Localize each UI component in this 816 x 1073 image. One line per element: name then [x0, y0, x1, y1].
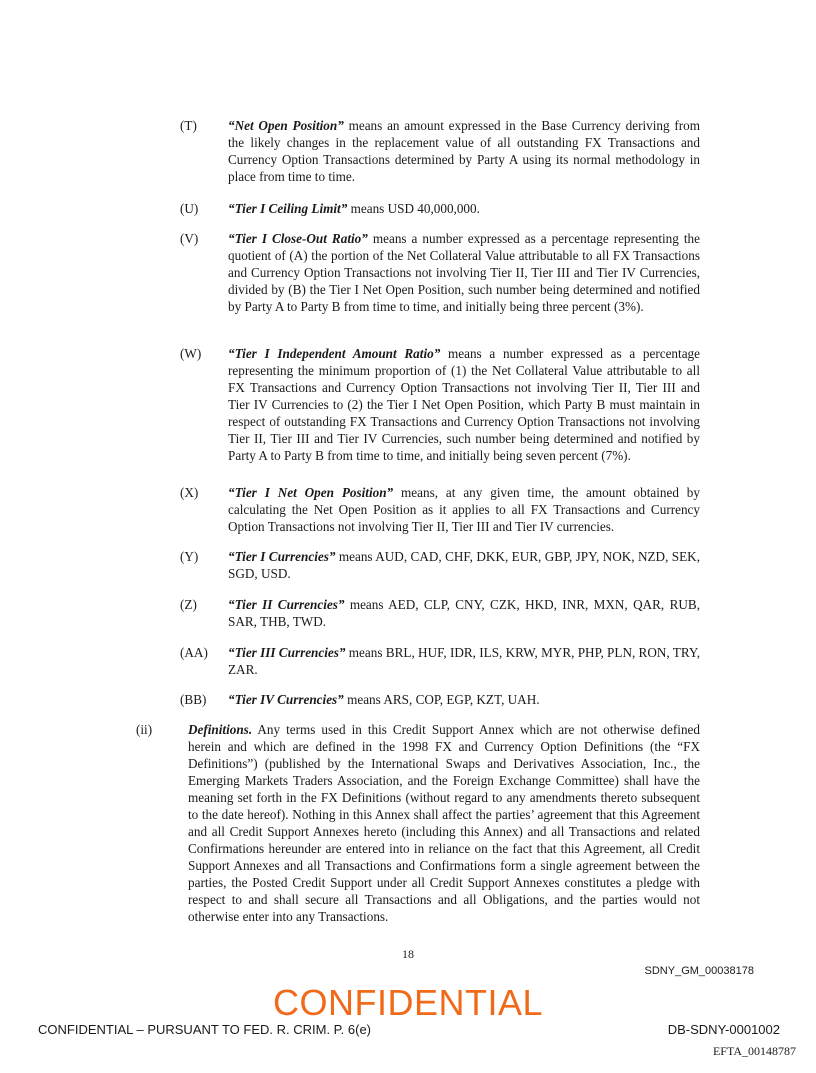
defined-term: “Tier I Independent Amount Ratio” [228, 346, 441, 361]
section-label: (ii) [136, 722, 153, 737]
section-text: Any terms used in this Credit Support Annex which are not otherwise defined herein and which are defined in the 1998 FX and Currency Option Definitions (the “FX Definitions”) (published by the International Swaps and Derivatives Association, Inc., the Emerging Markets Traders Association, and the Foreign Exchange Committee) shall have the meaning set forth in the FX Definitions (without regard to any amendments thereto subsequent to the date hereof). Nothing in this Annex shall affect the parties’ agreement that this Agreement and all Credit Support Annexes hereto (including this Annex) and all Transactions and related Confirmations hereunder are entered into in reliance on the fact that this Agreement, all Credit Support Annexes and all Transactions and Confirmations form a single agreement between the parties, the Posted Credit Support under all Credit Support Annexes constitutes a pledge with respect to and shall secure all Transactions and all Obligations, and the parties would not otherwise enter into any Transactions. [188, 722, 700, 924]
definition-text: means BRL, HUF, IDR, ILS, KRW, MYR, PHP, PLN, RON, TRY, ZAR. [228, 645, 701, 677]
confidential-watermark: CONFIDENTIAL [272, 982, 544, 1023]
defined-term: “Tier III Currencies” [228, 645, 346, 660]
footer-confidentiality-notice: CONFIDENTIAL – PURSUANT TO FED. R. CRIM. P. 6(e) [38, 1022, 372, 1037]
bates-number-db: DB-SDNY-0001002 [667, 1022, 780, 1037]
item-label: (AA) [180, 645, 208, 660]
definition-item-u [180, 200, 700, 217]
defined-term: “Tier I Net Open Position” [228, 485, 394, 500]
definition-item-x [180, 484, 700, 535]
definition-text: means a number expressed as a percentage representing the minimum proportion of (1) the Net Collateral Value attributable to all FX Transactions and Currency Option Transactions not involving Tier II, Tier III and Tier IV Currencies to (2) the Tier I Net Open Position, which Party B must maintain in respect of outstanding FX Transactions and Currency Option Transactions not involving Tier II, Tier III and Tier IV Currencies, such number being determined and notified by Party A to Party B from time to time, and initially being seven percent (7%). [228, 346, 700, 463]
section-definitions [136, 721, 700, 925]
item-label: (BB) [180, 692, 207, 707]
defined-term: “Tier I Currencies” [228, 549, 336, 564]
item-label: (Y) [180, 549, 199, 564]
definition-item-v [180, 230, 700, 315]
definition-text: means USD 40,000,000. [347, 201, 480, 216]
defined-term: “Tier I Ceiling Limit” [228, 201, 348, 216]
definition-item-bb [180, 691, 700, 708]
definition-item-y [180, 548, 700, 582]
definition-item-w [180, 345, 700, 464]
definition-text: means AED, CLP, CNY, CZK, HKD, INR, MXN, QAR, RUB, SAR, THB, TWD. [228, 597, 700, 629]
item-label: (W) [180, 346, 202, 361]
item-label: (T) [180, 118, 197, 133]
section-heading: Definitions. [188, 722, 253, 737]
item-label: (Z) [180, 597, 197, 612]
item-label: (X) [180, 485, 199, 500]
definition-text: means, at any given time, the amount obtained by calculating the Net Open Position as it applies to all FX Transactions and Currency Option Transactions not involving Tier II, Tier III and Tier IV currencies. [228, 485, 700, 534]
defined-term: “Tier IV Currencies” [228, 692, 344, 707]
defined-term: “Tier II Currencies” [228, 597, 345, 612]
defined-term: “Net Open Position” [228, 118, 344, 133]
item-label: (U) [180, 201, 199, 216]
definition-item-z [180, 596, 700, 630]
definition-text: means ARS, COP, EGP, KZT, UAH. [343, 692, 540, 707]
page-number: 18 [402, 947, 414, 961]
definition-text: means a number expressed as a percentage representing the quotient of (A) the portion of the Net Collateral Value attributable to all FX Transactions and Currency Option Transactions not involving Tier II, Tier III and Tier IV Currencies, divided by (B) the Tier I Net Open Position, such number being determined and notified by Party A to Party B from time to time, and initially being three percent (3%). [228, 231, 700, 314]
item-label: (V) [180, 231, 199, 246]
efta-number: EFTA_00148787 [712, 1044, 796, 1058]
definition-item-aa [180, 644, 700, 678]
definition-item-t [180, 117, 700, 185]
definition-text: means an amount expressed in the Base Currency deriving from the likely changes in the replacement value of all outstanding FX Transactions and Currency Option Transactions determined by Party A using its normal methodology in place from time to time. [228, 118, 701, 184]
bates-number-gm: SDNY_GM_00038178 [644, 965, 754, 977]
defined-term: “Tier I Close-Out Ratio” [228, 231, 368, 246]
definition-text: means AUD, CAD, CHF, DKK, EUR, GBP, JPY, NOK, NZD, SEK, SGD, USD. [228, 549, 700, 581]
